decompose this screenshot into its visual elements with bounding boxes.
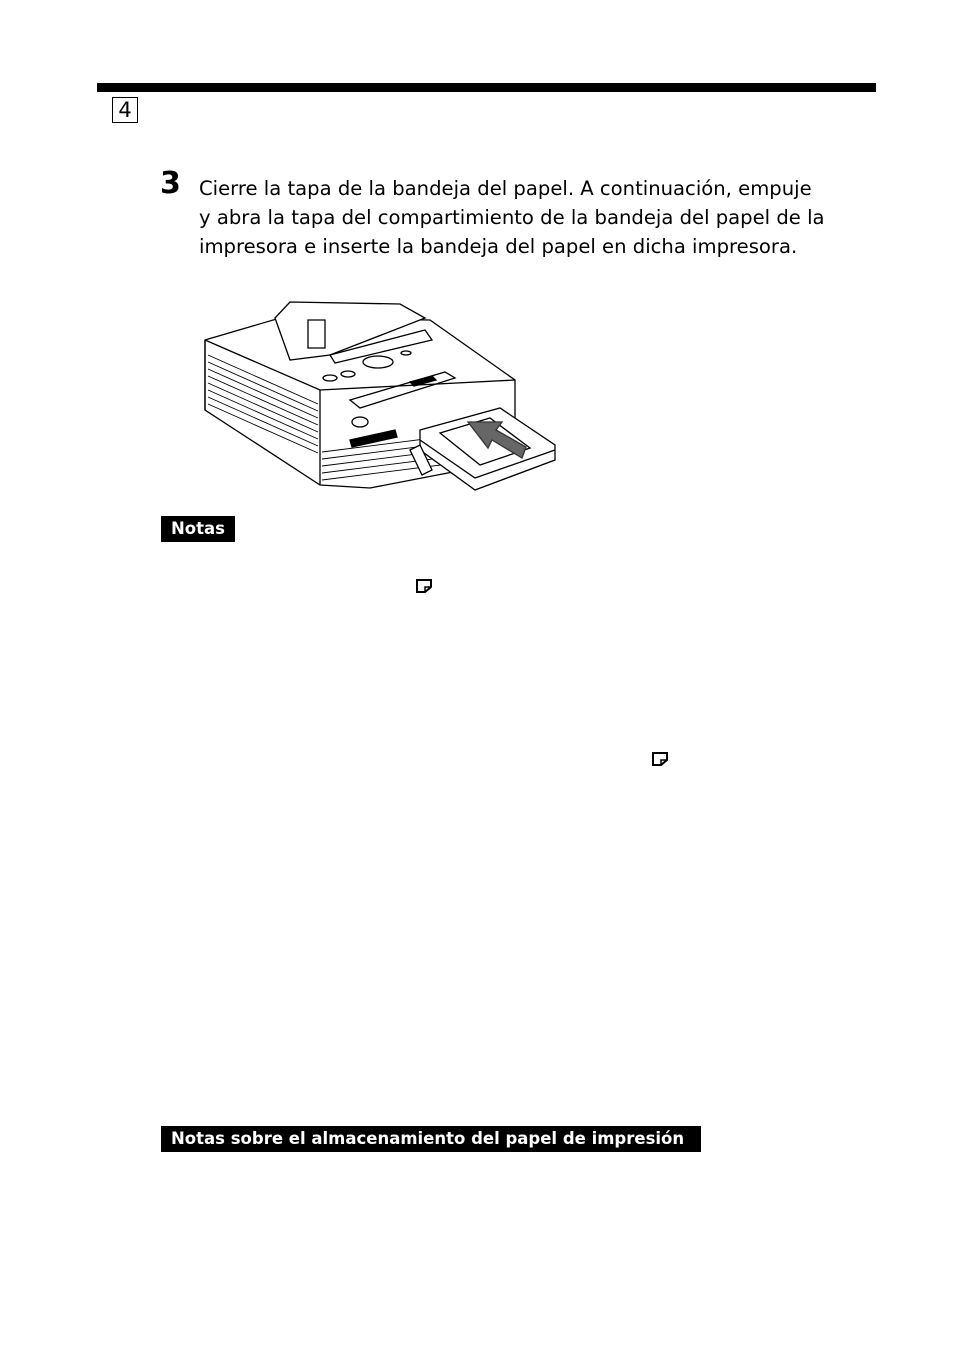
printer-illustration	[200, 300, 560, 500]
notes-label: Notas	[161, 516, 235, 542]
print-paper-icon	[651, 751, 669, 767]
print-paper-icon	[415, 578, 433, 594]
step-number: 3	[160, 166, 181, 201]
section-number-box: 4	[112, 97, 138, 123]
top-rule	[97, 83, 876, 92]
storage-notes-label: Notas sobre el almacenamiento del papel de impresión	[161, 1126, 701, 1152]
step-text: Cierre la tapa de la bandeja del papel. A continuación, empuje y abra la tapa del compartimiento de la bandeja del papel de la impresora e inserte la bandeja del papel en dicha impresora.	[199, 177, 825, 258]
